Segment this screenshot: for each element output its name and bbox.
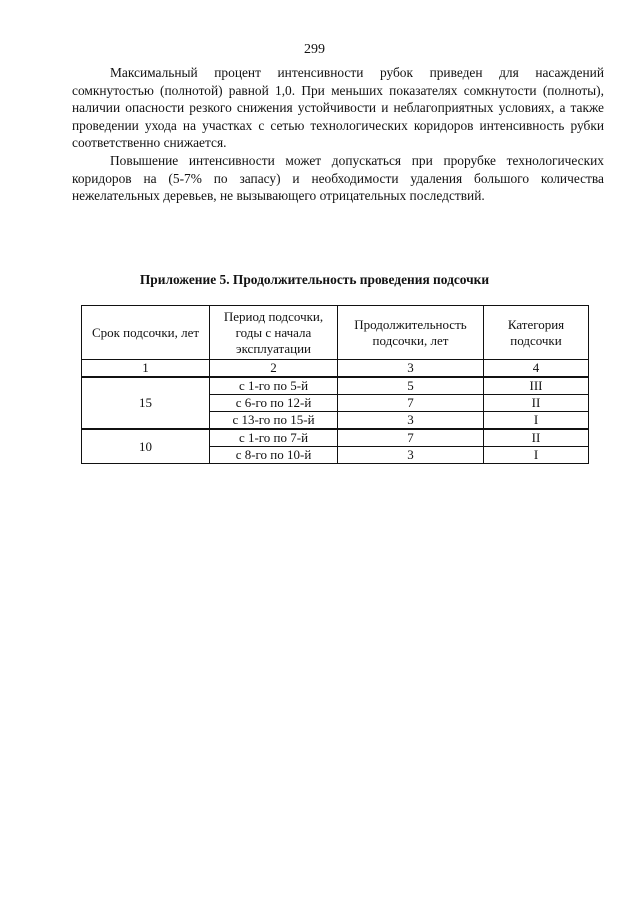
body-text xyxy=(72,64,604,205)
category-cell: I xyxy=(484,412,589,430)
duration-cell: 3 xyxy=(338,412,484,430)
category-cell: I xyxy=(484,447,589,464)
duration-cell: 7 xyxy=(338,395,484,412)
period-cell: с 13-го по 15-й xyxy=(210,412,338,430)
header-tapping-period: Период подсочки, годы с начала эксплуатации xyxy=(210,306,338,360)
column-number-1: 1 xyxy=(82,360,210,378)
term-cell: 15 xyxy=(82,377,210,429)
category-cell: II xyxy=(484,395,589,412)
duration-cell: 3 xyxy=(338,447,484,464)
paragraph-2: Повышение интенсивности может допускаться при прорубке технологических коридоров на (5-7% по запасу) и необходимости удаления большого количества нежелательных деревьев, не вызывающего отрицательных последствий. xyxy=(72,152,604,204)
column-number-3: 3 xyxy=(338,360,484,378)
header-tapping-duration: Продолжительность подсочки, лет xyxy=(338,306,484,360)
duration-cell: 5 xyxy=(338,377,484,395)
table-header-row xyxy=(82,306,589,360)
tapping-duration-table xyxy=(81,305,589,464)
table-row xyxy=(82,429,589,447)
table-row xyxy=(82,377,589,395)
period-cell: с 1-го по 5-й xyxy=(210,377,338,395)
paragraph-1: Максимальный процент интенсивности рубок приведен для насаждений сомкнутостью (полнотой) равной 1,0. При меньших показателях сомкнутости (полноты), наличии опасности резкого снижения устойчивости и неблагоприятных условиях, а также проведении ухода на участках с сетью технологических коридоров интенсивность рубки соответственно снижается. xyxy=(72,65,604,151)
period-cell: с 6-го по 12-й xyxy=(210,395,338,412)
appendix-title: Приложение 5. Продолжительность проведения подсочки xyxy=(139,272,490,287)
period-cell: с 1-го по 7-й xyxy=(210,429,338,447)
column-number-2: 2 xyxy=(210,360,338,378)
header-tapping-term: Срок подсочки, лет xyxy=(82,306,210,360)
category-cell: III xyxy=(484,377,589,395)
category-cell: II xyxy=(484,429,589,447)
column-number-4: 4 xyxy=(484,360,589,378)
page-number: 299 xyxy=(304,42,325,57)
term-cell: 10 xyxy=(82,429,210,464)
header-tapping-category: Категория подсочки xyxy=(484,306,589,360)
period-cell: с 8-го по 10-й xyxy=(210,447,338,464)
duration-cell: 7 xyxy=(338,429,484,447)
column-number-row xyxy=(82,360,589,378)
